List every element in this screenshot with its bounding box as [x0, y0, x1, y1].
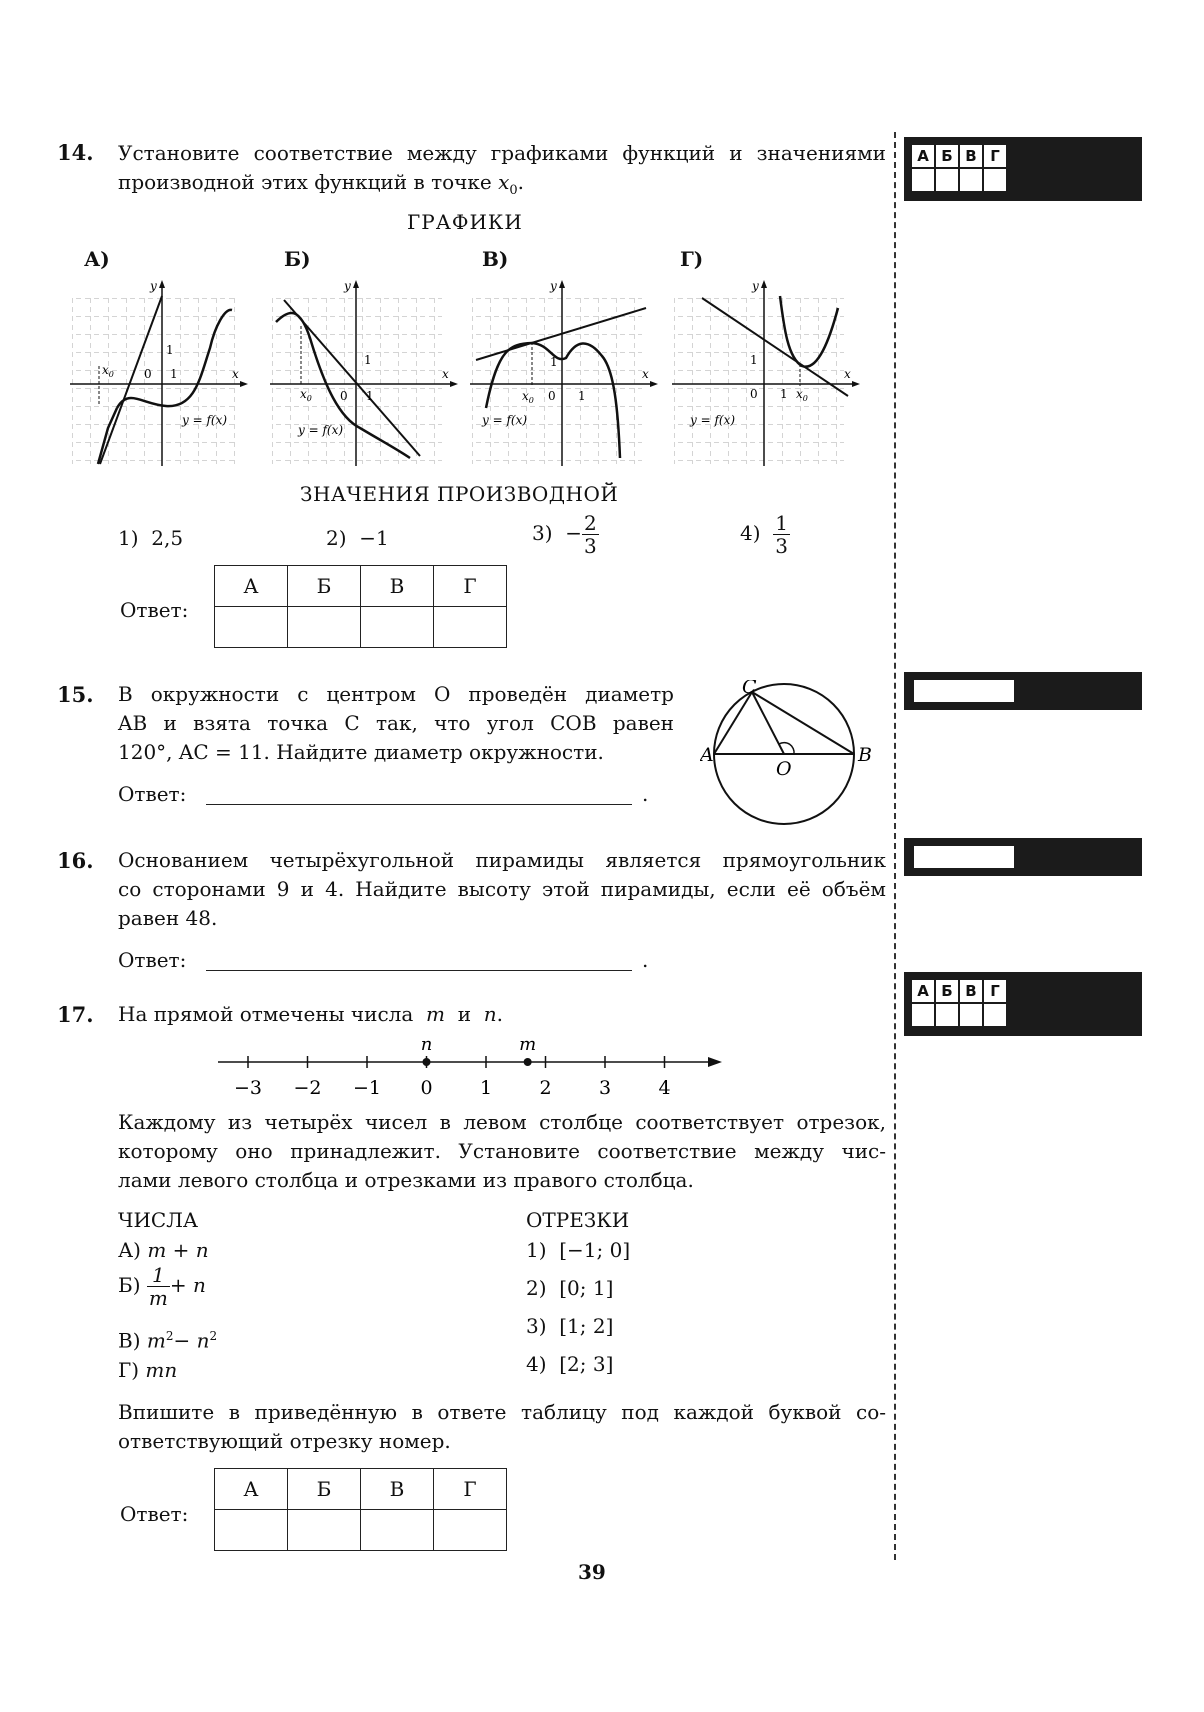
header-g: Г — [434, 1469, 507, 1510]
graph-b — [270, 278, 460, 468]
answer-table-17 — [214, 1468, 507, 1551]
task17-number: 17. — [57, 1002, 94, 1027]
tick-label: 2 — [539, 1077, 552, 1099]
svg-text:y: y — [550, 279, 557, 293]
graphs-title: ГРАФИКИ — [407, 210, 523, 234]
answer-cell-b[interactable] — [288, 607, 361, 648]
tick-1: 1 — [170, 367, 178, 381]
side-letter-b: Б — [936, 145, 958, 167]
tick-label: −3 — [233, 1077, 263, 1099]
task15-number: 15. — [57, 682, 94, 707]
side-cell[interactable] — [912, 169, 934, 191]
answer-field-16[interactable] — [206, 970, 632, 971]
side-cell[interactable] — [936, 1004, 958, 1026]
svg-text:1: 1 — [578, 389, 586, 403]
circle-diagram — [700, 680, 880, 830]
tick-label: −1 — [352, 1077, 382, 1099]
svg-text:1: 1 — [366, 389, 374, 403]
svg-text:1: 1 — [780, 387, 788, 401]
point-b-label: B — [858, 744, 872, 766]
label-n: n — [420, 1036, 433, 1055]
svg-text:1: 1 — [750, 353, 758, 367]
side-letter-v: В — [960, 145, 982, 167]
svg-text:1: 1 — [550, 355, 558, 369]
task16-number: 16. — [57, 848, 94, 873]
answer-cell-a[interactable] — [215, 1510, 288, 1551]
tick-label: 4 — [658, 1077, 671, 1099]
graph-v — [470, 278, 660, 468]
number-item-b: Б) $\frac{1}{m}$ + n — [118, 1263, 206, 1310]
svg-text:y: y — [752, 279, 759, 293]
x-label: x — [232, 367, 239, 381]
task17-instr-line1: Впишите в приведённую в ответе таблицу под каждой буквой со- — [118, 1400, 886, 1424]
task15-line3: 120°, AC = 11. Найдите диаметр окружности. — [118, 740, 604, 764]
value-1: 1) 2,5 — [118, 526, 184, 550]
side-cell[interactable] — [960, 169, 982, 191]
task17-para-line1: Каждому из четырёх чисел в левом столбце соответствует отрезок, — [118, 1110, 886, 1134]
tick-0: 0 — [144, 367, 152, 381]
answer-label-15: Ответ: — [118, 782, 187, 806]
task16-line2: со сторонами 9 и 4. Найдите высоту этой пирамиды, если её объём — [118, 877, 886, 901]
answer-period-16: . — [642, 948, 649, 972]
side-letter-a: А — [912, 145, 934, 167]
value-2: 2) −1 — [326, 526, 389, 550]
tick-label: −2 — [293, 1077, 322, 1099]
side-answer-box-16 — [904, 838, 1142, 876]
svg-text:y = f(x): y = f(x) — [482, 413, 528, 427]
graph-a — [70, 278, 250, 468]
header-b: Б — [288, 566, 361, 607]
svg-text:x0: $x_0$ — [522, 389, 534, 405]
task15-line1: В окружности с центром O проведён диаметр — [118, 682, 674, 706]
numbers-title: ЧИСЛА — [118, 1208, 199, 1232]
answer-period-15: . — [642, 782, 649, 806]
header-g: Г — [434, 566, 507, 607]
header-v: В — [361, 566, 434, 607]
arrow-icon — [708, 1057, 722, 1067]
tick-1-y: 1 — [166, 343, 174, 357]
svg-text:0: 0 — [750, 387, 758, 401]
task17-para-line2: которому оно принадлежит. Установите соответствие между чис- — [118, 1139, 886, 1163]
svg-text:0: 0 — [340, 389, 348, 403]
point-c-label: C — [742, 680, 757, 698]
segment-item-4: 4) [2; 3] — [526, 1352, 614, 1376]
cut-line — [894, 132, 896, 1560]
side-letter-grid-17[interactable] — [912, 980, 1006, 1026]
task17-instr-line2: ответствующий отрезку номер. — [118, 1429, 451, 1453]
graph-g — [672, 278, 862, 468]
answer-cell-a[interactable] — [215, 607, 288, 648]
task14-text-line1: Установите соответствие между графиками функций и значениями — [118, 141, 886, 165]
svg-text:x0: $x_0$ — [796, 387, 808, 403]
side-cell[interactable] — [984, 169, 1006, 191]
header-a: А — [215, 1469, 288, 1510]
task16-line1: Основанием четырёхугольной пирамиды является прямоугольник — [118, 848, 886, 872]
side-letter-g: Г — [984, 980, 1006, 1002]
y-label: y — [150, 279, 157, 293]
side-cell[interactable] — [960, 1004, 982, 1026]
svg-text:x0: $x_0$ — [300, 387, 312, 403]
side-letter-a: А — [912, 980, 934, 1002]
point-a-label: A — [700, 744, 714, 766]
task17-para-line3: лами левого столбца и отрезками из правого столбца. — [118, 1168, 694, 1192]
graph-label-b: Б) — [284, 247, 311, 271]
segment-item-1: 1) [−1; 0] — [526, 1238, 631, 1262]
side-answer-box-15 — [904, 672, 1142, 710]
point-n — [423, 1058, 431, 1066]
side-cell[interactable] — [984, 1004, 1006, 1026]
tick-label: 0 — [420, 1077, 433, 1099]
task17-intro: На прямой отмечены числа m и n. — [118, 1002, 504, 1026]
svg-text:y = f(x): y = f(x) — [690, 413, 736, 427]
page-number: 39 — [578, 1560, 606, 1584]
svg-text:x: x — [844, 367, 851, 381]
tick-label: 3 — [598, 1077, 612, 1099]
number-item-v: В) $m^2- n^2$ — [118, 1328, 218, 1353]
side-cell[interactable] — [912, 1004, 934, 1026]
x0-label: $x_0$ — [102, 363, 114, 379]
svg-text:1: 1 — [364, 353, 372, 367]
header-v: В — [361, 1469, 434, 1510]
side-letter-b: Б — [936, 980, 958, 1002]
segment-item-2: 2) [0; 1] — [526, 1276, 614, 1300]
task16-line3: равен 48. — [118, 906, 218, 930]
header-a: А — [215, 566, 288, 607]
side-answer-box-17 — [904, 972, 1142, 1036]
graph-label-a: А) — [84, 247, 110, 271]
answer-field-15[interactable] — [206, 804, 632, 805]
answer-cell-v[interactable] — [361, 607, 434, 648]
segments-title: ОТРЕЗКИ — [526, 1208, 630, 1232]
point-o-label: O — [776, 758, 792, 780]
number-item-g: Г) mn — [118, 1358, 178, 1382]
side-letter-v: В — [960, 980, 982, 1002]
side-letter-grid-14[interactable] — [912, 145, 1006, 191]
point-m — [524, 1058, 532, 1066]
value-3: 3) − $\frac{2}{3}$ — [532, 511, 597, 558]
side-answer-field-15[interactable] — [914, 680, 1014, 702]
values-title: ЗНАЧЕНИЯ ПРОИЗВОДНОЙ — [300, 482, 619, 506]
side-answer-box-14 — [904, 137, 1142, 201]
answer-table-14 — [214, 565, 507, 648]
task14-text-line2: производной этих функций в точке $x_0$. — [118, 170, 525, 198]
graph-label-g: Г) — [680, 247, 704, 271]
svg-text:y = f(x): y = f(x) — [298, 423, 344, 437]
segment-ac — [714, 692, 752, 754]
fx-label: y = f(x) — [182, 413, 228, 427]
answer-label-14: Ответ: — [120, 598, 189, 622]
number-item-a: А) m + n — [118, 1238, 209, 1262]
number-line — [212, 1036, 732, 1106]
task15-line2: AB и взята точка C так, что угол COB равен — [118, 711, 674, 735]
side-letter-g: Г — [984, 145, 1006, 167]
graph-label-v: В) — [482, 247, 509, 271]
tick-label: 1 — [479, 1077, 493, 1099]
svg-text:x: x — [642, 367, 649, 381]
task14-number: 14. — [57, 140, 94, 165]
value-4: 4) $\frac{1}{3}$ — [740, 511, 788, 558]
answer-cell-g[interactable] — [434, 1510, 507, 1551]
label-m: m — [519, 1036, 537, 1055]
answer-cell-g[interactable] — [434, 607, 507, 648]
answer-cell-b[interactable] — [288, 1510, 361, 1551]
header-b: Б — [288, 1469, 361, 1510]
answer-label-17: Ответ: — [120, 1502, 189, 1526]
svg-text:x: x — [442, 367, 449, 381]
svg-text:0: 0 — [548, 389, 556, 403]
side-answer-field-16[interactable] — [914, 846, 1014, 868]
side-cell[interactable] — [936, 169, 958, 191]
svg-text:y: y — [344, 279, 351, 293]
answer-cell-v[interactable] — [361, 1510, 434, 1551]
segment-item-3: 3) [1; 2] — [526, 1314, 614, 1338]
answer-label-16: Ответ: — [118, 948, 187, 972]
